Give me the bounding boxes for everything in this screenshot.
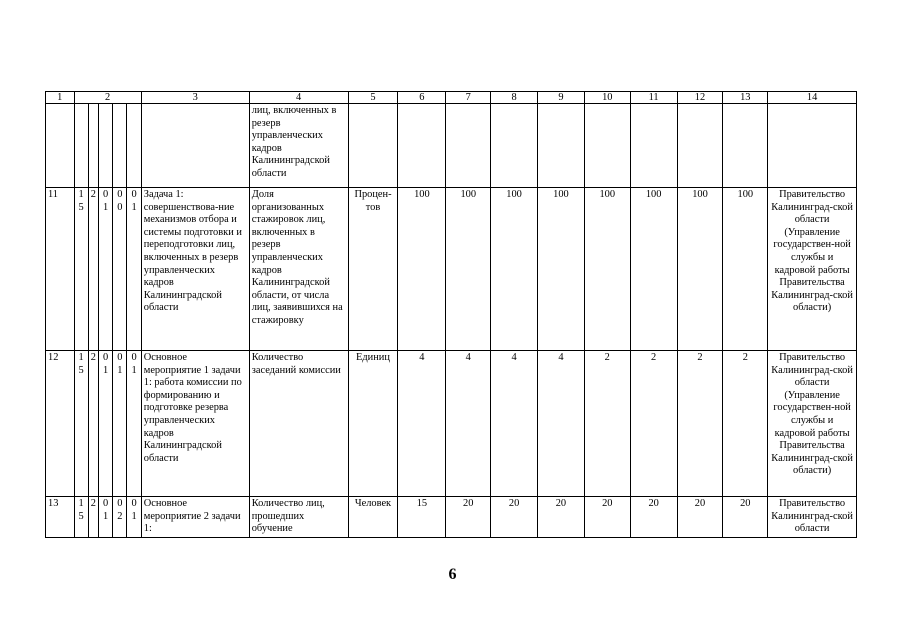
value-cell: 20 [723,497,768,538]
code-cell: 2 [88,497,98,538]
page-number: 6 [448,566,457,583]
value-cell [491,104,538,188]
code-cell: 01 [127,497,141,538]
code-cell: 00 [113,188,127,351]
value-cell [723,104,768,188]
header-cell: 8 [491,92,538,104]
value-cell: 20 [677,497,723,538]
table-row [46,351,857,497]
value-cell: 4 [491,351,538,497]
code-cell: 15 [74,351,88,497]
value-cell: 20 [584,497,630,538]
code-cell: 2 [88,351,98,497]
value-cell: 20 [538,497,585,538]
code-cell [88,104,98,188]
header-cell: 5 [348,92,398,104]
value-cell: 2 [723,351,768,497]
value-cell [398,104,446,188]
code-cell: 01 [98,497,112,538]
code-cell: 01 [127,351,141,497]
table-row [46,188,857,351]
value-cell [630,104,677,188]
value-cell: 100 [446,188,491,351]
value-cell [446,104,491,188]
value-cell: 100 [584,188,630,351]
header-cell: 6 [398,92,446,104]
code-cell [113,104,127,188]
indicator-cell: лиц, включенных в резерв управленческих кадров Калининградской области [249,104,348,188]
value-cell: 2 [584,351,630,497]
header-cell: 10 [584,92,630,104]
code-cell: 15 [74,497,88,538]
row-number: 13 [46,497,75,538]
unit-cell: Процен-тов [348,188,398,351]
indicator-cell: Доля организованных стажировок лиц, включенных в резерв управленческих кадров Калининградской области, от числа лиц, заявившихся на стажировку [249,188,348,351]
code-cell: 02 [113,497,127,538]
value-cell: 100 [491,188,538,351]
code-cell [127,104,141,188]
row-number: 12 [46,351,75,497]
task-name-cell: Основное мероприятие 2 задачи 1: [141,497,249,538]
value-cell: 15 [398,497,446,538]
value-cell [538,104,585,188]
value-cell [584,104,630,188]
code-cell: 01 [98,188,112,351]
table-header-row [46,92,857,104]
responsible-cell: Правительство Калининград-ской области (Управление государствен-ной службы и кадровой работы Правительства Калининград-ской области) [768,351,857,497]
task-name-cell [141,104,249,188]
row-number [46,104,75,188]
value-cell: 20 [491,497,538,538]
value-cell: 100 [677,188,723,351]
unit-cell: Человек [348,497,398,538]
indicator-cell: Количество заседаний комиссии [249,351,348,497]
header-cell: 11 [630,92,677,104]
code-cell: 01 [127,188,141,351]
responsible-cell: Правительство Калининград-ской области (Управление государствен-ной службы и кадровой работы Правительства Калининград-ской области) [768,188,857,351]
header-cell: 7 [446,92,491,104]
unit-cell: Единиц [348,351,398,497]
value-cell: 100 [630,188,677,351]
row-number: 11 [46,188,75,351]
code-cell: 01 [113,351,127,497]
header-cell: 3 [141,92,249,104]
header-cell: 1 [46,92,75,104]
value-cell: 20 [630,497,677,538]
value-cell: 2 [630,351,677,497]
code-cell [98,104,112,188]
indicator-cell: Количество лиц, прошедших обучение [249,497,348,538]
header-cell: 14 [768,92,857,104]
value-cell: 4 [446,351,491,497]
header-cell: 9 [538,92,585,104]
header-cell: 12 [677,92,723,104]
header-cell: 2 [74,92,141,104]
value-cell: 100 [398,188,446,351]
value-cell: 2 [677,351,723,497]
value-cell: 20 [446,497,491,538]
code-cell [74,104,88,188]
indicator-table [45,91,857,538]
header-cell: 13 [723,92,768,104]
task-name-cell: Основное мероприятие 1 задачи 1: работа комиссии по формированию и подготовке резерва управленческих кадров Калининградской области [141,351,249,497]
unit-cell [348,104,398,188]
table-row [46,497,857,538]
code-cell: 15 [74,188,88,351]
responsible-cell: Правительство Калининград-ской области [768,497,857,538]
code-cell: 2 [88,188,98,351]
value-cell [677,104,723,188]
responsible-cell [768,104,857,188]
task-name-cell: Задача 1: совершенствова-ние механизмов отбора и системы подготовки и переподготовки лиц, включенных в резерв управленческих кадров Калининградской области [141,188,249,351]
code-cell: 01 [98,351,112,497]
table-row [46,104,857,188]
header-cell: 4 [249,92,348,104]
value-cell: 100 [723,188,768,351]
value-cell: 4 [398,351,446,497]
value-cell: 4 [538,351,585,497]
value-cell: 100 [538,188,585,351]
